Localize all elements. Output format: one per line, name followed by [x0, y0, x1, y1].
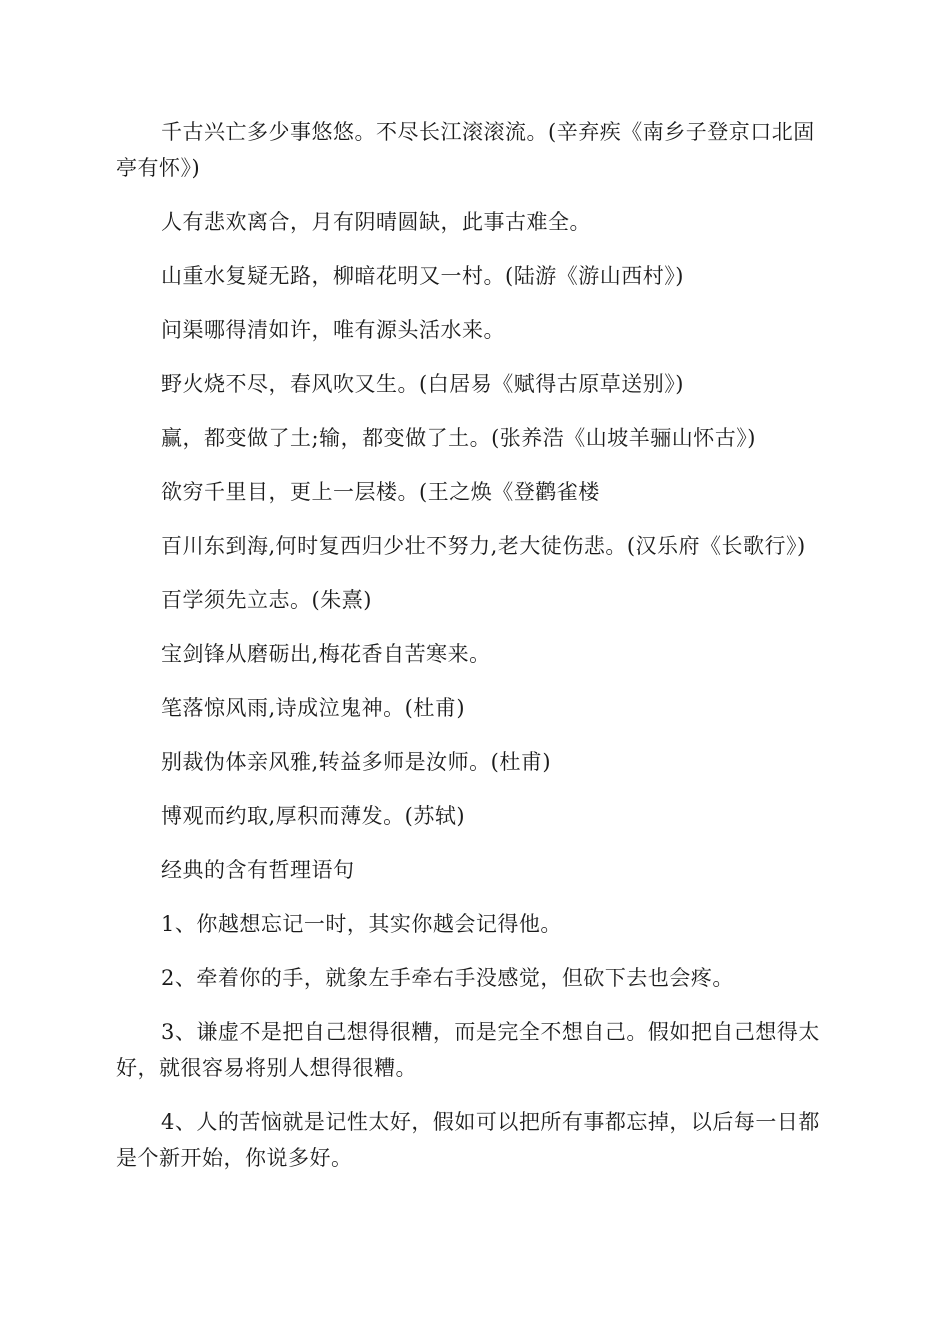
section-heading: 经典的含有哲理语句: [161, 858, 355, 882]
document-body: [116, 114, 828, 1176]
paragraph: 千古兴亡多少事悠悠。不尽长江滚滚流。(辛弃疾《南乡子登京口北固亭有怀》): [116, 120, 815, 180]
paragraph: 百川东到海,何时复西归少壮不努力,老大徒伤悲。(汉乐府《长歌行》): [161, 534, 806, 558]
paragraph: 别裁伪体亲风雅,转益多师是汝师。(杜甫): [161, 750, 552, 774]
paragraph: 博观而约取,厚积而薄发。(苏轼): [161, 804, 466, 828]
paragraph: 野火烧不尽，春风吹又生。(白居易《赋得古原草送别》): [161, 372, 684, 396]
list-item: 1、你越想忘记一时，其实你越会记得他。: [161, 912, 562, 936]
paragraph: 欲穷千里目，更上一层楼。(王之焕《登鹳雀楼: [161, 480, 600, 504]
list-item: 2、牵着你的手，就象左手牵右手没感觉，但砍下去也会疼。: [161, 966, 734, 990]
paragraph: 笔落惊风雨,诗成泣鬼神。(杜甫): [161, 696, 466, 720]
list-item: 3、谦虚不是把自己想得很糟，而是完全不想自己。假如把自己想得太好，就很容易将别人想得很糟。: [116, 1020, 820, 1080]
paragraph: 问渠哪得清如许，唯有源头活水来。: [161, 318, 505, 342]
paragraph: 山重水复疑无路，柳暗花明又一村。(陆游《游山西村》): [161, 264, 684, 288]
paragraph: 赢，都变做了土;输，都变做了土。(张养浩《山坡羊骊山怀古》): [161, 426, 756, 450]
list-item: 4、人的苦恼就是记性太好，假如可以把所有事都忘掉，以后每一日都是个新开始，你说多好。: [116, 1110, 820, 1170]
paragraph: 宝剑锋从磨砺出,梅花香自苦寒来。: [161, 642, 491, 666]
paragraph: 百学须先立志。(朱熹): [161, 588, 372, 612]
paragraph: 人有悲欢离合，月有阴晴圆缺，此事古难全。: [161, 210, 591, 234]
